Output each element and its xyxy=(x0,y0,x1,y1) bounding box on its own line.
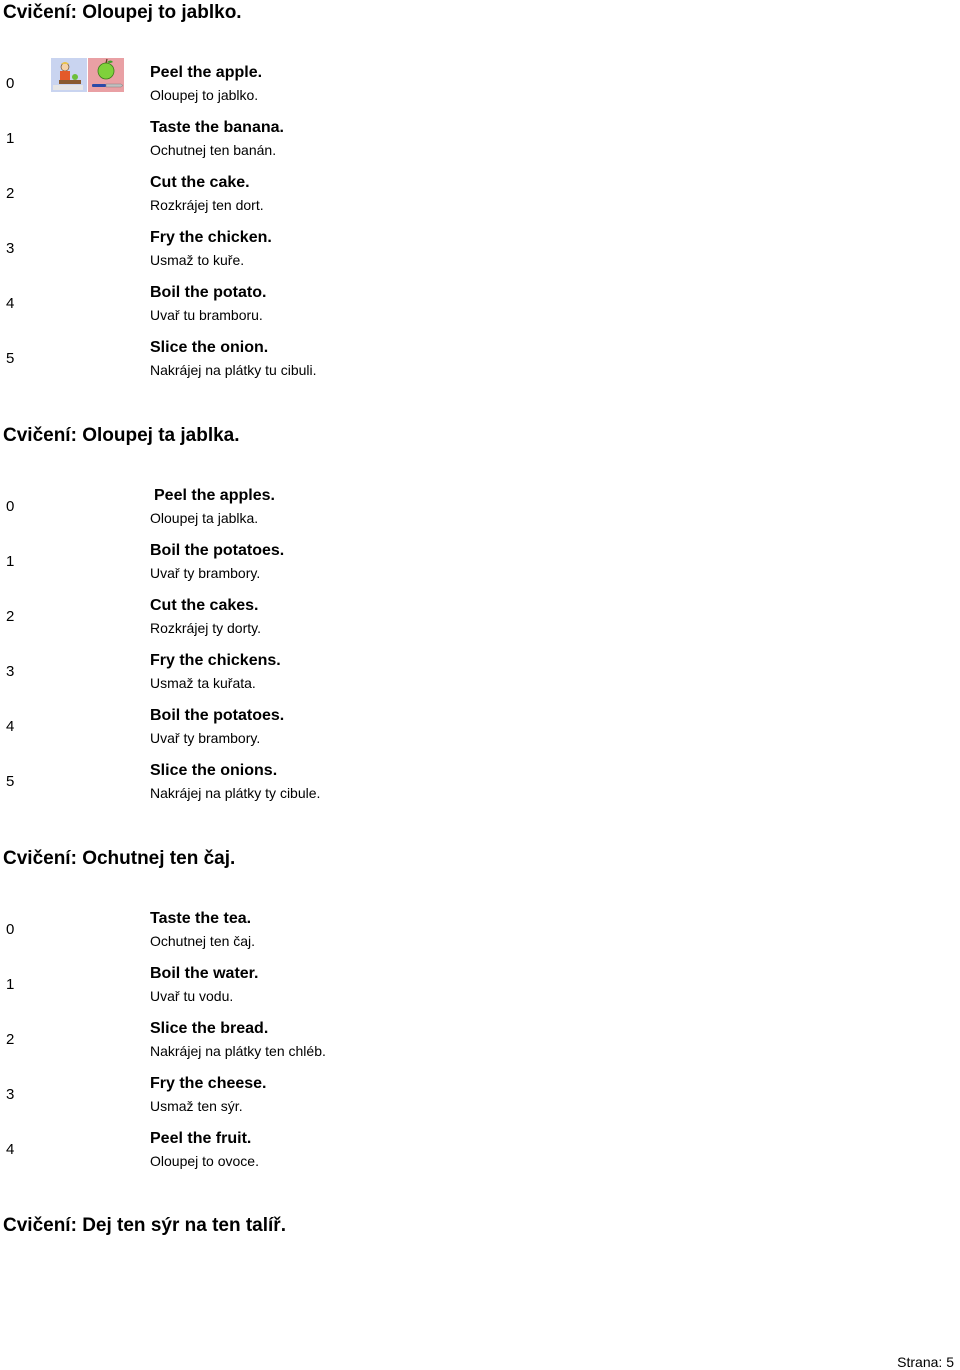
list-item xyxy=(0,643,960,698)
english-sentence: Taste the tea. xyxy=(150,910,252,927)
list-item xyxy=(0,165,960,220)
item-number: 4 xyxy=(6,295,15,312)
english-sentence: Taste the banana. xyxy=(150,119,284,136)
list-item xyxy=(0,1066,960,1121)
item-number: 2 xyxy=(6,608,15,625)
czech-translation: Nakrájej na plátky ten chléb. xyxy=(150,1043,326,1059)
item-number: 0 xyxy=(6,921,15,938)
czech-translation: Uvař tu bramboru. xyxy=(150,307,263,323)
item-number: 1 xyxy=(6,976,15,993)
list-item xyxy=(0,698,960,753)
item-number: 1 xyxy=(6,553,15,570)
item-number: 4 xyxy=(6,1141,15,1158)
item-number: 5 xyxy=(6,773,15,790)
exercise-heading-1: Cvičení: Oloupej to jablko. xyxy=(3,2,242,23)
list-item xyxy=(0,55,960,110)
czech-translation: Oloupej to jablko. xyxy=(150,87,259,103)
czech-translation: Uvař ty brambory. xyxy=(150,565,261,581)
list-item xyxy=(0,275,960,330)
english-sentence: Fry the chickens. xyxy=(150,652,281,669)
english-sentence: Slice the onion. xyxy=(150,339,269,356)
english-sentence: Boil the water. xyxy=(150,965,259,982)
item-number: 3 xyxy=(6,1086,15,1103)
item-number: 5 xyxy=(6,350,15,367)
list-item xyxy=(0,588,960,643)
item-number: 0 xyxy=(6,498,15,515)
english-sentence: Slice the bread. xyxy=(150,1020,269,1037)
exercise-heading-3: Cvičení: Ochutnej ten čaj. xyxy=(3,848,236,869)
peel-apple-illustration-icon xyxy=(51,58,124,92)
item-number: 4 xyxy=(6,718,15,735)
czech-translation: Uvař ty brambory. xyxy=(150,730,261,746)
czech-translation: Oloupej to ovoce. xyxy=(150,1153,259,1169)
list-item xyxy=(0,478,960,533)
exercise-heading-4: Cvičení: Dej ten sýr na ten talíř. xyxy=(3,1215,286,1236)
list-item xyxy=(0,1011,960,1066)
list-item xyxy=(0,1121,960,1176)
list-item xyxy=(0,110,960,165)
exercise-heading-2: Cvičení: Oloupej ta jablka. xyxy=(3,425,240,446)
english-sentence: Boil the potatoes. xyxy=(150,707,285,724)
czech-translation: Nakrájej na plátky tu cibuli. xyxy=(150,362,317,378)
item-number: 3 xyxy=(6,663,15,680)
english-sentence: Fry the cheese. xyxy=(150,1075,267,1092)
english-sentence: Cut the cakes. xyxy=(150,597,259,614)
english-sentence: Slice the onions. xyxy=(150,762,278,779)
list-item xyxy=(0,220,960,275)
item-number: 2 xyxy=(6,1031,15,1048)
list-item xyxy=(0,901,960,956)
english-sentence: Fry the chicken. xyxy=(150,229,272,246)
english-sentence: Boil the potatoes. xyxy=(150,542,285,559)
czech-translation: Rozkrájej ty dorty. xyxy=(150,620,261,636)
english-sentence: Cut the cake. xyxy=(150,174,250,191)
czech-translation: Oloupej ta jablka. xyxy=(150,510,259,526)
czech-translation: Nakrájej na plátky ty cibule. xyxy=(150,785,321,801)
czech-translation: Usmaž ten sýr. xyxy=(150,1098,243,1114)
exercise-list-1 xyxy=(0,55,960,385)
english-sentence: Peel the fruit. xyxy=(150,1130,252,1147)
english-sentence: Peel the apples. xyxy=(154,487,275,504)
english-sentence: Boil the potato. xyxy=(150,284,267,301)
czech-translation: Usmaž to kuře. xyxy=(150,252,245,268)
page-number: Strana: 5 xyxy=(897,1354,954,1370)
czech-translation: Rozkrájej ten dort. xyxy=(150,197,264,213)
list-item xyxy=(0,956,960,1011)
czech-translation: Usmaž ta kuřata. xyxy=(150,675,256,691)
czech-translation: Ochutnej ten banán. xyxy=(150,142,277,158)
exercise-list-2 xyxy=(0,478,960,808)
list-item xyxy=(0,533,960,588)
czech-translation: Uvař tu vodu. xyxy=(150,988,234,1004)
item-number: 3 xyxy=(6,240,15,257)
exercise-list-3 xyxy=(0,901,960,1176)
czech-translation: Ochutnej ten čaj. xyxy=(150,933,256,949)
item-number: 0 xyxy=(6,75,15,92)
english-sentence: Peel the apple. xyxy=(150,64,263,81)
list-item xyxy=(0,330,960,385)
item-number: 1 xyxy=(6,130,15,147)
list-item xyxy=(0,753,960,808)
item-number: 2 xyxy=(6,185,15,202)
